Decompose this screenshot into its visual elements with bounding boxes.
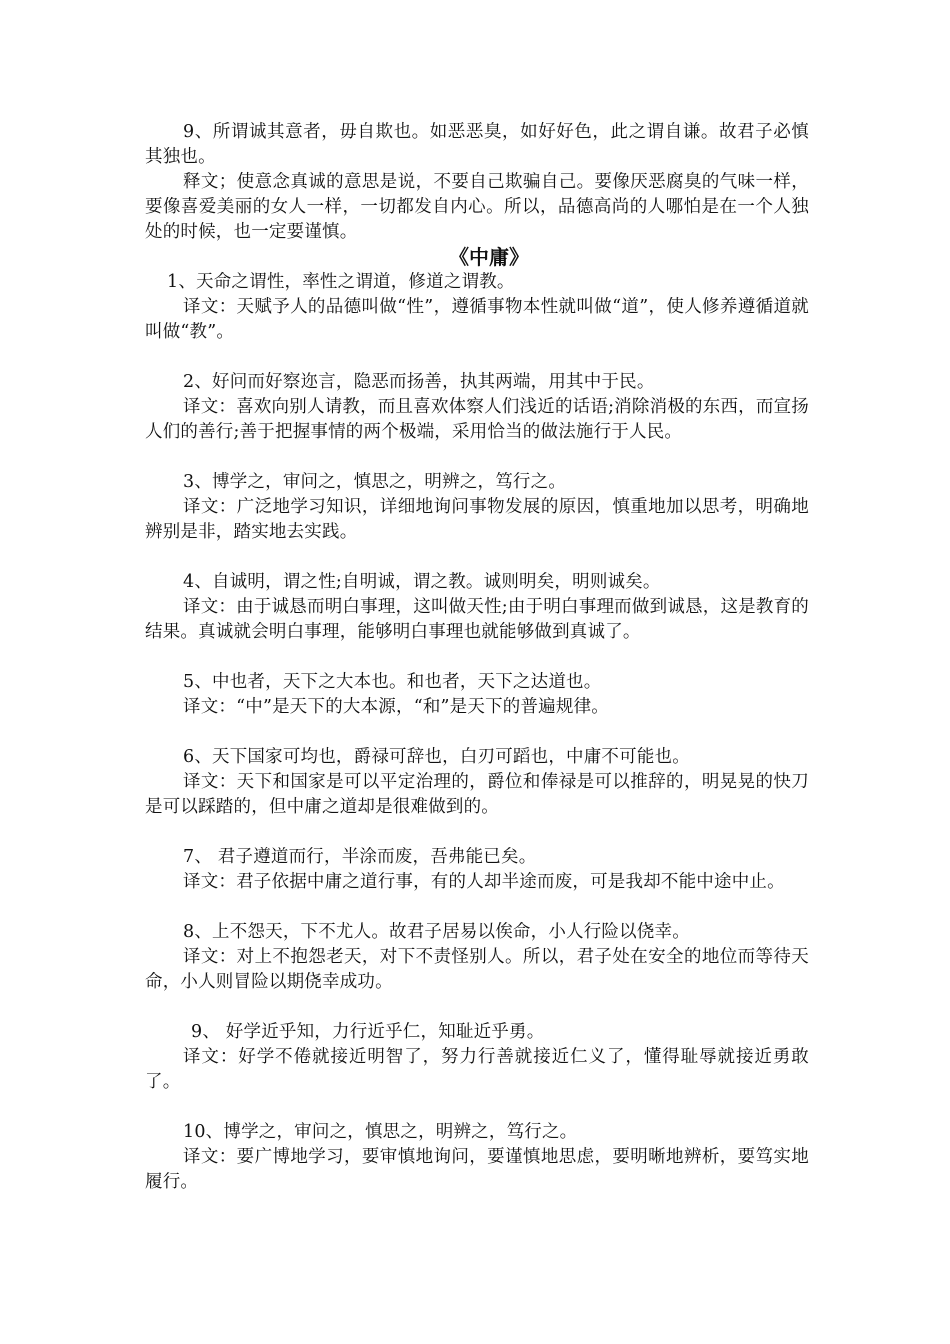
item-source: 8、上不怨天，下不尤人。故君子居易以俟命，小人行险以侥幸。 — [183, 922, 690, 942]
item-translation: 译文：广泛地学习知识，详细地询问事物发展的原因，慎重地加以思考，明确地辨别是非，踏实地去实践。 — [145, 497, 809, 542]
paragraph-gap — [145, 545, 809, 570]
item-translation: 译文：喜欢向别人请教，而且喜欢体察人们浅近的话语;消除消极的东西，而宣扬人们的善行;善于把握事情的两个极端，采用恰当的做法施行于人民。 — [145, 397, 809, 442]
section-title: 《中庸》 — [449, 245, 529, 269]
item-source: 2、好问而好察迩言，隐恶而扬善，执其两端，用其中于民。 — [183, 372, 655, 392]
item-source: 9、 好学近乎知，力行近乎仁，知耻近乎勇。 — [191, 1022, 545, 1042]
item-translation: 译文：“中”是天下的大本源，“和”是天下的普遍规律。 — [183, 697, 609, 717]
item-source: 7、 君子遵道而行，半涂而废，吾弗能已矣。 — [183, 847, 537, 867]
intro-translation: 释文；使意念真诚的意思是说，不要自己欺骗自己。要像厌恶腐臭的气味一样，要像喜爱美丽的女人一样，一切都发自内心。所以，品德高尚的人哪怕是在一个人独处的时候，也一定要谨慎。 — [145, 172, 809, 242]
paragraph-gap — [145, 995, 809, 1020]
item-translation: 译文：对上不抱怨老天，对下不责怪别人。所以，君子处在安全的地位而等待天命，小人则冒险以期侥幸成功。 — [145, 947, 809, 992]
paragraph-gap — [145, 645, 809, 670]
item-source: 6、天下国家可均也，爵禄可辞也，白刃可蹈也，中庸不可能也。 — [183, 747, 690, 767]
item-source: 5、中也者，天下之大本也。和也者，天下之达道也。 — [183, 672, 602, 692]
paragraph-gap — [145, 820, 809, 845]
page-content — [145, 120, 809, 1195]
paragraph-gap — [145, 345, 809, 370]
paragraph-gap — [145, 445, 809, 470]
item-source: 4、自诚明，谓之性;自明诚，谓之教。诚则明矣，明则诚矣。 — [183, 572, 661, 592]
item-source: 3、博学之，审问之，慎思之，明辨之，笃行之。 — [183, 472, 567, 492]
item-translation: 译文：由于诚恳而明白事理，这叫做天性;由于明白事理而做到诚恳，这是教育的结果。真诚就会明白事理，能够明白事理也就能够做到真诚了。 — [145, 597, 809, 642]
paragraph-gap — [145, 895, 809, 920]
item-translation: 译文：好学不倦就接近明智了，努力行善就接近仁义了，懂得耻辱就接近勇敢了。 — [145, 1047, 809, 1092]
paragraph-gap — [145, 720, 809, 745]
item-source: 1、天命之谓性，率性之谓道，修道之谓教。 — [167, 272, 515, 292]
item-translation: 译文：天下和国家是可以平定治理的，爵位和俸禄是可以推辞的，明晃晃的快刀是可以踩踏的，但中庸之道却是很难做到的。 — [145, 772, 809, 817]
item-translation: 译文：要广博地学习，要审慎地询问，要谨慎地思虑，要明晰地辨析，要笃实地履行。 — [145, 1147, 809, 1192]
intro-source: 9、所谓诚其意者，毋自欺也。如恶恶臭，如好好色，此之谓自谦。故君子必慎其独也。 — [145, 122, 809, 167]
item-source: 10、博学之，审问之，慎思之，明辨之，笃行之。 — [183, 1122, 578, 1142]
item-translation: 译文：天赋予人的品德叫做“性”，遵循事物本性就叫做“道”，使人修养遵循道就叫做“教”。 — [145, 297, 809, 342]
paragraph-gap — [145, 1095, 809, 1120]
item-translation: 译文：君子依据中庸之道行事，有的人却半途而废，可是我却不能中途中止。 — [183, 872, 785, 892]
